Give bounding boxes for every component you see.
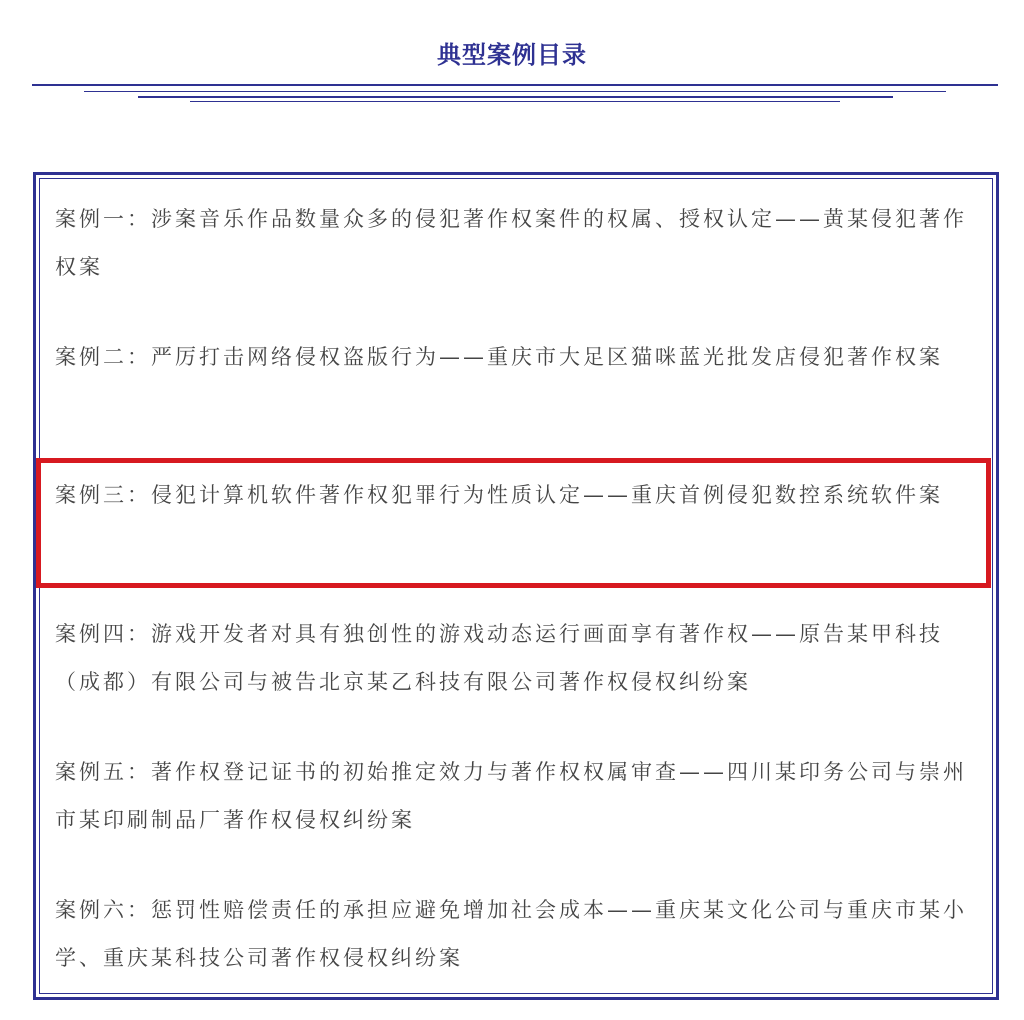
page-title: 典型案例目录 bbox=[437, 41, 587, 69]
case-item-5[interactable]: 案例五：著作权登记证书的初始推定效力与著作权权属审查——四川某印务公司与崇州市某印刷制品厂著作权侵权纠纷案 bbox=[55, 760, 967, 832]
case-item-4[interactable]: 案例四：游戏开发者对具有独创性的游戏动态运行画面享有著作权——原告某甲科技（成都）有限公司与被告北京某乙科技有限公司著作权侵权纠纷案 bbox=[55, 622, 943, 694]
case-item-2[interactable]: 案例二：严厉打击网络侵权盗版行为——重庆市大足区猫咪蓝光批发店侵犯著作权案 bbox=[55, 345, 943, 369]
title-divider-4 bbox=[190, 101, 840, 102]
case-item-1[interactable]: 案例一：涉案音乐作品数量众多的侵犯著作权案件的权属、授权认定——黄某侵犯著作权案 bbox=[55, 207, 967, 279]
title-divider-2 bbox=[84, 91, 946, 92]
title-divider-3 bbox=[138, 96, 893, 98]
case-item-3[interactable]: 案例三：侵犯计算机软件著作权犯罪行为性质认定——重庆首例侵犯数控系统软件案 bbox=[55, 483, 943, 507]
case-item-6[interactable]: 案例六：惩罚性赔偿责任的承担应避免增加社会成本——重庆某文化公司与重庆市某小学、重庆某科技公司著作权侵权纠纷案 bbox=[55, 898, 967, 970]
title-divider-1 bbox=[32, 84, 998, 86]
highlight-box bbox=[36, 458, 991, 588]
